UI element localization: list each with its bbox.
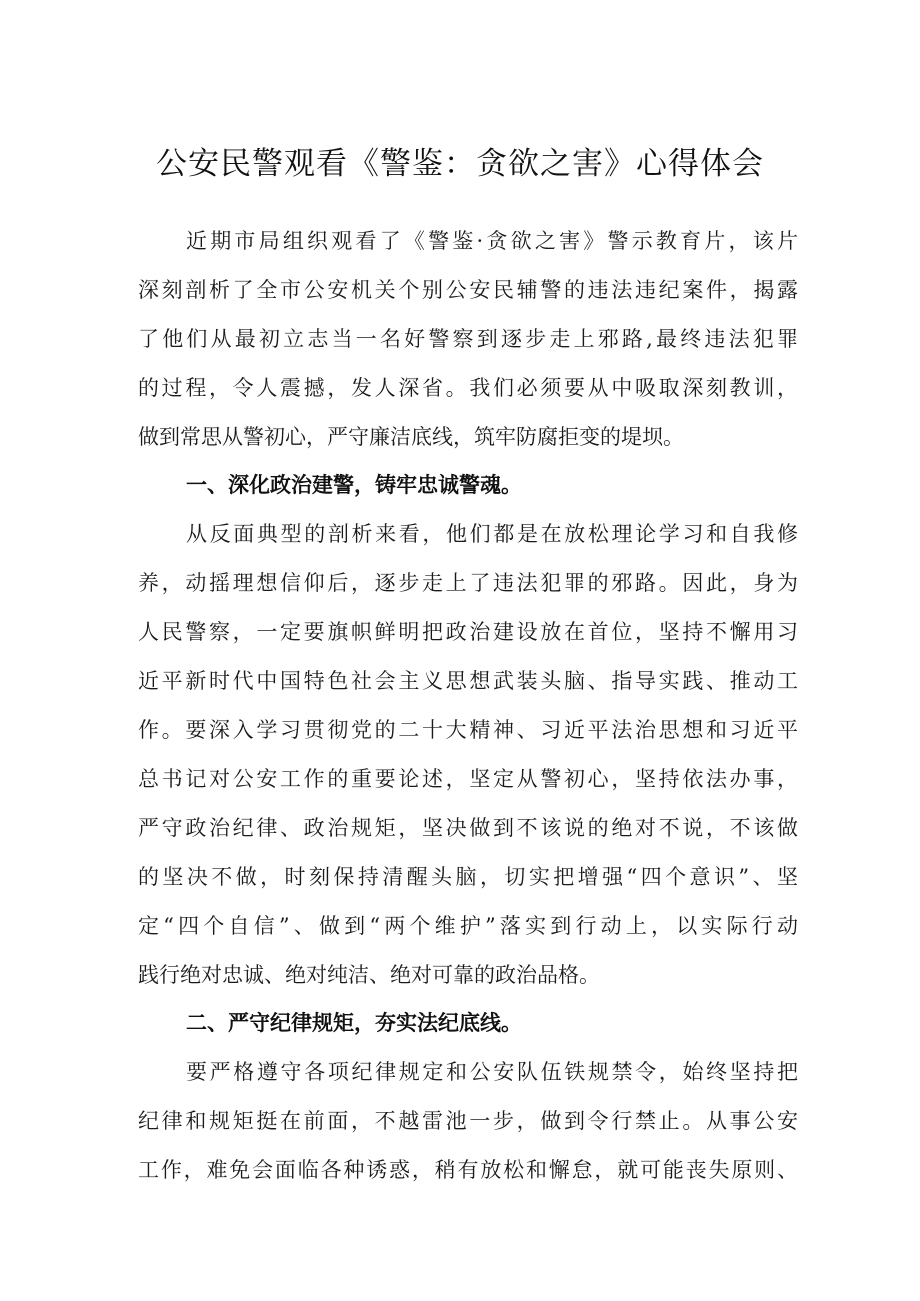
paragraph-line: 近期市局组织观看了《警鉴·贪欲之害》警示教育片，该片 [186,229,798,253]
paragraph-line: 深刻剖析了全市公安机关个别公安民辅警的违法违纪案件，揭露 [138,278,798,302]
paragraph-line: 要严格遵守各项纪律规定和公安队伍铁规禁令，始终坚持把 [186,1060,798,1084]
paragraph-line: 了他们从最初立志当一名好警察到逐步走上邪路,最终违法犯罪 [138,327,798,351]
document-title: 公安民警观看《警鉴：贪欲之害》心得体会 [156,146,764,182]
paragraph-line: 纪律和规矩挺在前面，不越雷池一步，做到令行禁止。从事公安 [138,1109,798,1133]
paragraph-line: 从反面典型的剖析来看，他们都是在放松理论学习和自我修 [186,522,798,546]
paragraph-line: 做到常思从警初心，严守廉洁底线，筑牢防腐拒变的堤坝。 [138,425,684,449]
paragraph-line: 践行绝对忠诚、绝对纯洁、绝对可靠的政治品格。 [138,963,600,987]
paragraph-line: 的坚决不做，时刻保持清醒头脑，切实把增强“四个意识”、坚 [138,865,798,889]
paragraph-line: 养，动摇理想信仰后，逐步走上了违法犯罪的邪路。因此，身为 [138,571,798,595]
paragraph-line: 严守政治纪律、政治规矩，坚决做到不该说的绝对不说，不该做 [138,816,798,840]
paragraph-line: 人民警察，一定要旗帜鲜明把政治建设放在首位，坚持不懈用习 [138,620,798,644]
section-heading: 二、严守纪律规矩，夯实法纪底线。 [186,1011,522,1035]
paragraph-line: 工作，难免会面临各种诱惑，稍有放松和懈怠，就可能丧失原则、 [138,1158,798,1182]
paragraph-line: 作。要深入学习贯彻党的二十大精神、习近平法治思想和习近平 [138,718,798,742]
paragraph-line: 的过程，令人震撼，发人深省。我们必须要从中吸取深刻教训， [138,376,798,400]
paragraph-line: 总书记对公安工作的重要论述，坚定从警初心，坚持依法办事， [138,767,798,791]
paragraph-line: 近平新时代中国特色社会主义思想武装头脑、指导实践、推动工 [138,669,798,693]
paragraph-line: 定“四个自信”、做到“两个维护”落实到行动上，以实际行动 [138,914,798,938]
section-heading: 一、深化政治建警，铸牢忠诚警魂。 [186,473,522,497]
